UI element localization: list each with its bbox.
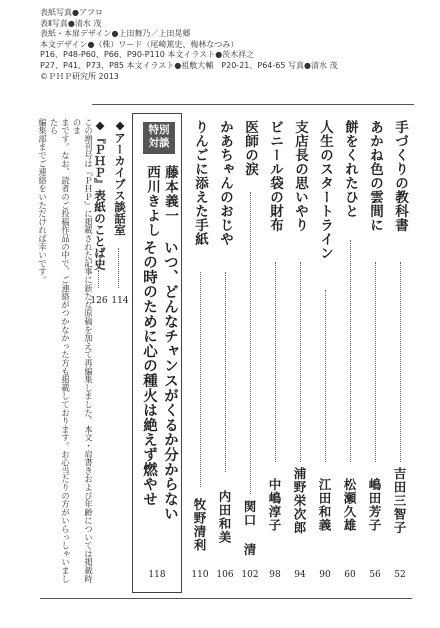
cover-words-leader-dots — [98, 270, 99, 288]
toc-leader-dots — [300, 262, 301, 462]
note-line: まです。なお、読者のご投稿作品の中で、ご連絡がつかなかった方も掲載しております。お心当たりの方がいらっしゃいましたら — [49, 118, 71, 583]
credit-line: 表紙・本扉デザイン●上田舞乃／上田晃郷 — [40, 29, 191, 39]
toc-page-number: 90 — [319, 570, 331, 580]
editor-note — [36, 118, 94, 588]
toc-title[interactable]: かあちゃんのおじや — [217, 120, 233, 246]
special-page-number: 118 — [148, 570, 166, 580]
toc-author: 松瀬久雄 — [342, 478, 357, 532]
bottom-rule — [40, 598, 412, 599]
toc-leader-dots — [325, 290, 326, 462]
special-title-line[interactable]: その時のために心の種火は絶えず燃やせ — [141, 240, 157, 507]
toc-author: 嶋田芳子 — [367, 478, 382, 532]
note-line: この増刊号は『ＰＨＰ』に掲載された記事に新たな原稿を加えて再編集しました。本文・肩書きおよび年齢については掲載時のま — [72, 118, 94, 583]
credit-line: 表紙写真●アフロ — [40, 8, 103, 17]
credit-line: ©ＰＨＰ研究所 2013 — [40, 71, 119, 81]
special-author: 藤本義一 — [162, 165, 178, 223]
cover-words-title[interactable]: ◆『ＰＨＰ』表紙のことば史 — [93, 118, 107, 270]
toc-title[interactable]: あかね色の雲間に — [367, 120, 383, 232]
archives-leader-dots — [118, 248, 119, 288]
toc-author: 関口 清 — [242, 500, 257, 557]
toc-title[interactable]: 人生のスタートライン — [317, 120, 333, 260]
special-title-line[interactable]: いつ、どんなチャンスがくるか分からない — [162, 240, 178, 522]
toc-leader-dots — [275, 262, 276, 462]
toc-author: 内田和美 — [217, 490, 232, 544]
special-author: 西川きよし — [144, 165, 160, 238]
top-rule — [92, 104, 414, 105]
badge-line: 特別 — [148, 124, 170, 136]
toc-leader-dots — [400, 262, 401, 462]
toc-page-number: 56 — [369, 570, 381, 580]
toc-author: 浦野栄次郎 — [292, 467, 307, 535]
note-line: 編集部までご連絡をいただければ幸いです。 — [37, 118, 48, 284]
toc-page-number: 60 — [344, 570, 356, 580]
toc-title[interactable]: 餅をくれたひと — [342, 120, 358, 218]
toc-title[interactable]: ビニール袋の財布 — [267, 120, 283, 232]
toc-author: 中嶋淳子 — [267, 478, 282, 532]
toc-title[interactable]: 医師の涙 — [242, 120, 258, 176]
toc-author: 江田和義 — [317, 478, 332, 532]
toc-page-number: 110 — [191, 570, 209, 580]
toc-leader-dots — [250, 192, 251, 494]
toc-leader-dots — [200, 272, 201, 487]
archives-page-number: 114 — [111, 296, 129, 306]
toc-author: 吉田三智子 — [392, 467, 407, 535]
toc-leader-dots — [350, 240, 351, 462]
credit-line: 表Ⅱ写真●清水 茂 — [40, 18, 102, 28]
toc-page-number: 98 — [269, 570, 281, 580]
toc-leader-dots — [225, 272, 226, 472]
credit-line: P16、P48-P60、P66、P90-P110 本文イラスト●茨木祥之 — [40, 50, 255, 60]
cover-words-page-number: 126 — [90, 296, 108, 306]
credit-line: P27、P41、P73、P85 本文イラスト●祖敷大輔 P20-21、P64-65 写真●清水 茂 — [40, 60, 338, 70]
badge-line: 対談 — [148, 137, 170, 149]
toc-title[interactable]: 手づくりの教科書 — [392, 120, 408, 232]
toc-page-number: 106 — [216, 570, 234, 580]
toc-author: 牧野清利 — [192, 498, 207, 552]
credit-line: 本文デザイン●（株）ワード（尾崎篤史、梅林なつみ） — [40, 39, 239, 49]
toc-leader-dots — [375, 262, 376, 462]
credits-block — [40, 8, 338, 82]
special-badge — [143, 122, 175, 154]
toc-title[interactable]: 支店長の思いやり — [292, 120, 308, 232]
toc-page-number: 52 — [394, 570, 406, 580]
toc-page-number: 102 — [241, 570, 259, 580]
archives-title[interactable]: ◆アーカイブス談話室 — [113, 118, 127, 236]
toc-page-number: 94 — [294, 570, 306, 580]
toc-title[interactable]: りんごに添えた手紙 — [192, 120, 208, 246]
